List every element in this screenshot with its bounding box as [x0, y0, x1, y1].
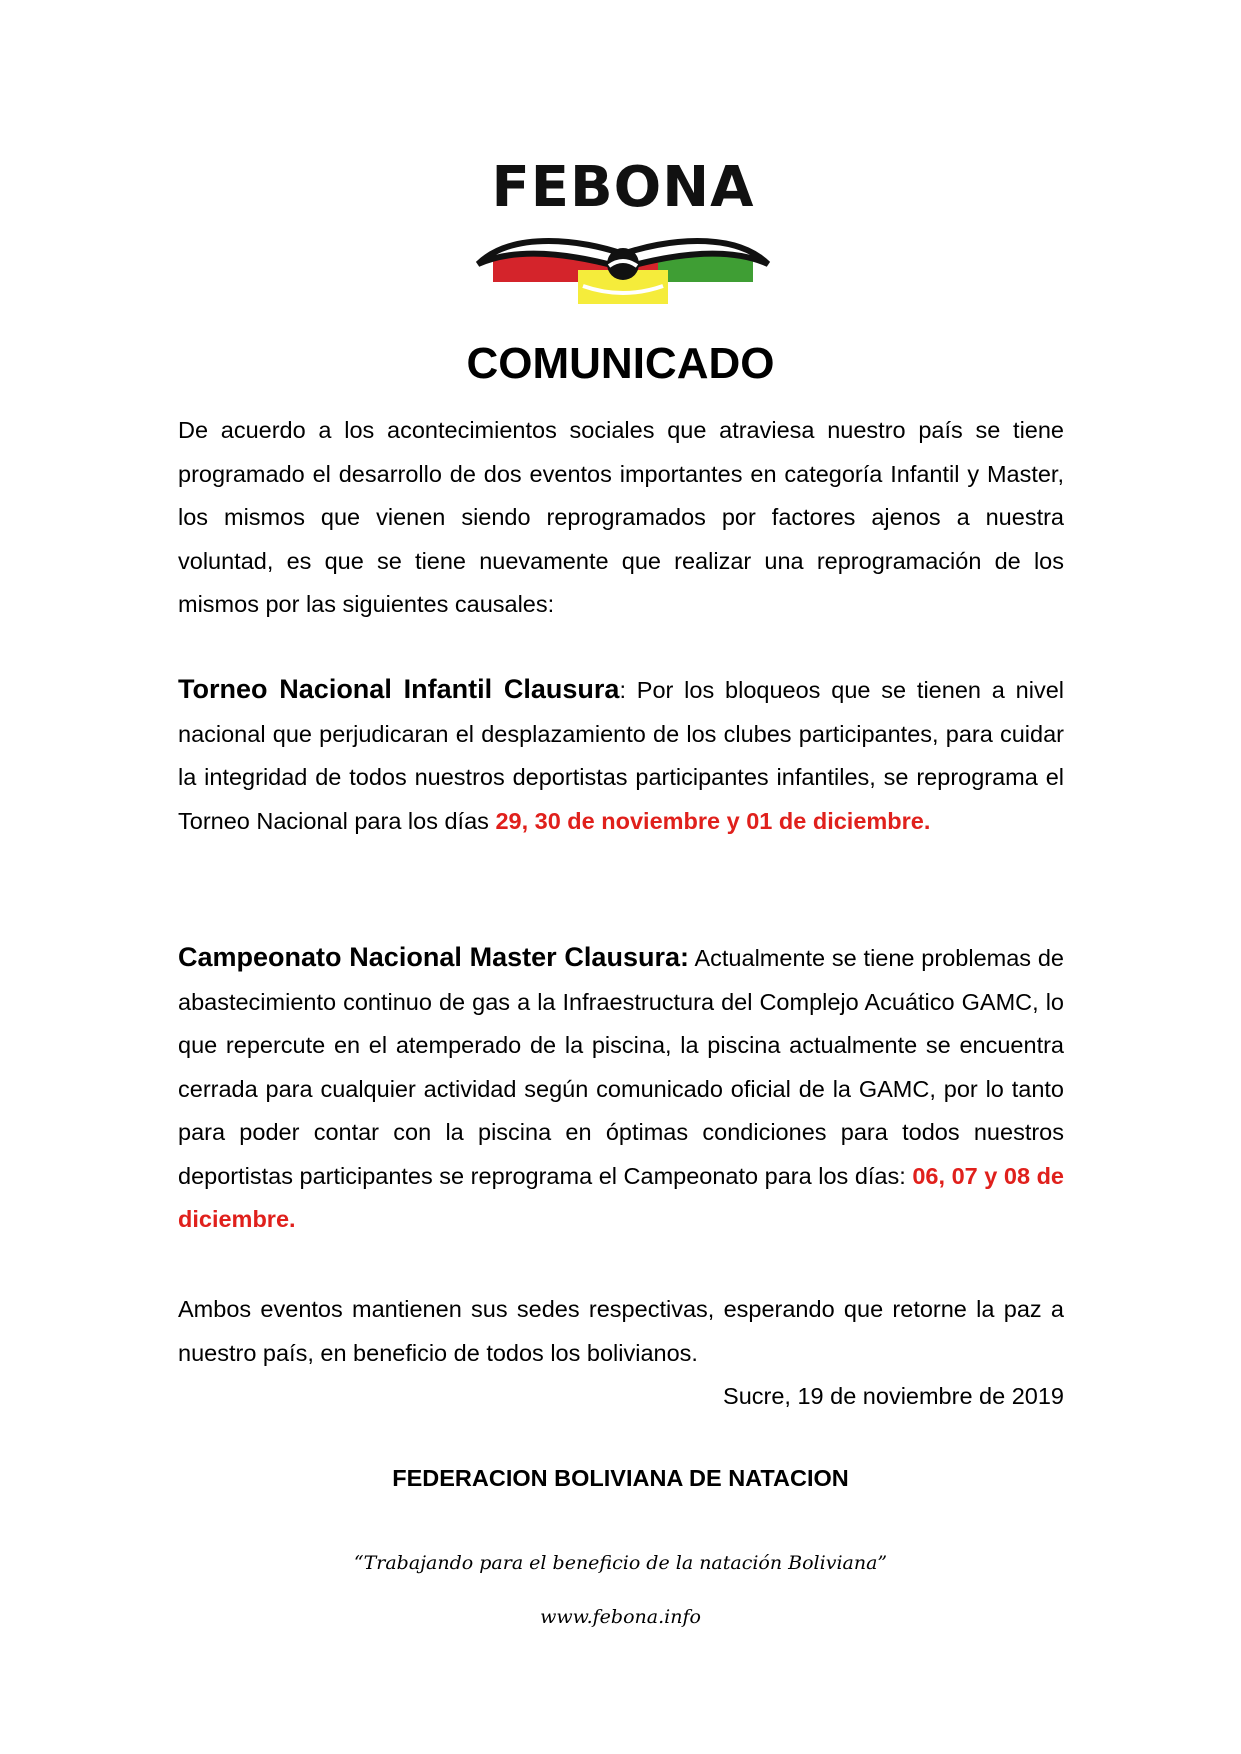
infantil-text: : Por los bloqueos que se tienen a nivel nacional que perjudicaran el desplazamiento de los clubes participantes, para cuidar la integridad de todos nuestros deportistas participantes infantiles, se reprograma el Torneo Nacional para los días — [178, 677, 1064, 834]
master-paragraph — [178, 936, 1064, 1242]
motto: “Trabajando para el beneficio de la natación Boliviana” — [353, 1552, 888, 1574]
intro-paragraph: De acuerdo a los acontecimientos sociales que atraviesa nuestro país se tiene programado el desarrollo de dos eventos importantes en categoría Infantil y Master, los mismos que vienen siendo reprogramados por factores ajenos a nuestra voluntad, es que se tiene nuevamente que realizar una reprogramación de los mismos por las siguientes causales: — [178, 417, 1064, 617]
page-title: COMUNICADO — [466, 339, 775, 388]
infantil-heading: Torneo Nacional Infantil Clausura — [178, 674, 620, 704]
logo-wordmark: FEBONA — [491, 155, 755, 220]
organization-name: FEDERACION BOLIVIANA DE NATACION — [392, 1465, 849, 1491]
master-dates: 06, 07 y 08 de diciembre. — [178, 1162, 1064, 1232]
closing-paragraph: Ambos eventos mantienen sus sedes respectivas, esperando que retorne la paz a nuestro país, en beneficio de todos los bolivianos. — [178, 1296, 1064, 1366]
website-link[interactable]: www.febona.info — [540, 1606, 701, 1628]
swimmer-flag-icon — [473, 220, 773, 310]
febona-logo — [463, 155, 783, 308]
master-heading: Campeonato Nacional Master Clausura: — [178, 942, 689, 972]
infantil-dates: 29, 30 de noviembre y 01 de diciembre. — [495, 807, 931, 834]
master-text: Actualmente se tiene problemas de abastecimiento continuo de gas a la Infraestructura del Complejo Acuático GAMC, lo que repercute en el atemperado de la piscina, la piscina actualmente se encuentra cerrada para cualquier actividad según comunicado oficial de la GAMC, por lo tanto para poder contar con la piscina en óptimas condiciones para todos nuestros deportistas participantes se reprograma el Campeonato para los días: — [178, 945, 1064, 1189]
infantil-paragraph — [178, 668, 1064, 843]
date-line: Sucre, 19 de noviembre de 2019 — [723, 1383, 1064, 1409]
